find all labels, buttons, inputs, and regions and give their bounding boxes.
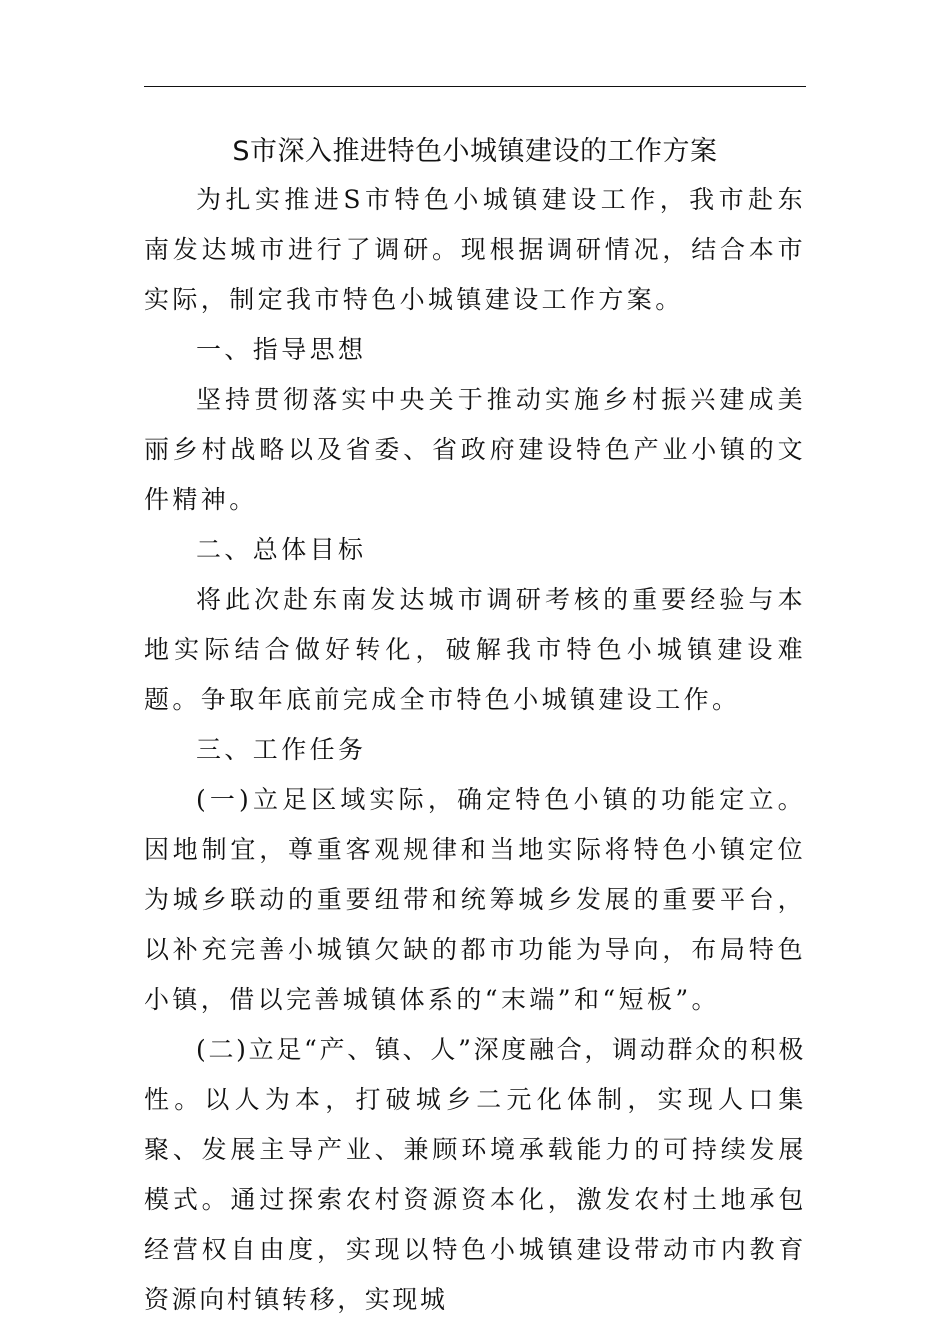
- task-two-paragraph: (二)立足“产、镇、人”深度融合，调动群众的积极性。以人为本，打破城乡二元化体制，实现人口集聚、发展主导产业、兼顾环境承载能力的可持续发展模式。通过探索农村资源资本化，激发农村土地承包经营权自由度，实现以特色小城镇建设带动市内教育资源向村镇转移，实现城: [144, 1035, 806, 1314]
- overall-goal-paragraph: 将此次赴东南发达城市调研考核的重要经验与本地实际结合做好转化，破解我市特色小城镇建设难题。争取年底前完成全市特色小城镇建设工作。: [144, 585, 806, 714]
- header-rule: [144, 86, 806, 87]
- task-one-paragraph: (一)立足区域实际，确定特色小镇的功能定立。因地制宜，尊重客观规律和当地实际将特色小镇定位为城乡联动的重要纽带和统筹城乡发展的重要平台，以补充完善小城镇欠缺的都市功能为导向，布局特色小镇，借以完善城镇体系的“末端”和“短板”。: [144, 785, 806, 1014]
- guiding-ideology-paragraph: 坚持贯彻落实中央关于推动实施乡村振兴建成美丽乡村战略以及省委、省政府建设特色产业小镇的文件精神。: [144, 385, 806, 514]
- intro-paragraph: 为扎实推进S市特色小城镇建设工作，我市赴东南发达城市进行了调研。现根据调研情况，结合本市实际，制定我市特色小城镇建设工作方案。: [144, 185, 806, 314]
- section-heading-overall-goal: 二、总体目标: [196, 535, 367, 564]
- section-heading-work-tasks: 三、工作任务: [196, 735, 367, 764]
- document-body: [144, 175, 806, 1325]
- document-title: S市深入推进特色小城镇建设的工作方案: [232, 136, 718, 167]
- section-heading-guiding-ideology: 一、指导思想: [196, 335, 367, 364]
